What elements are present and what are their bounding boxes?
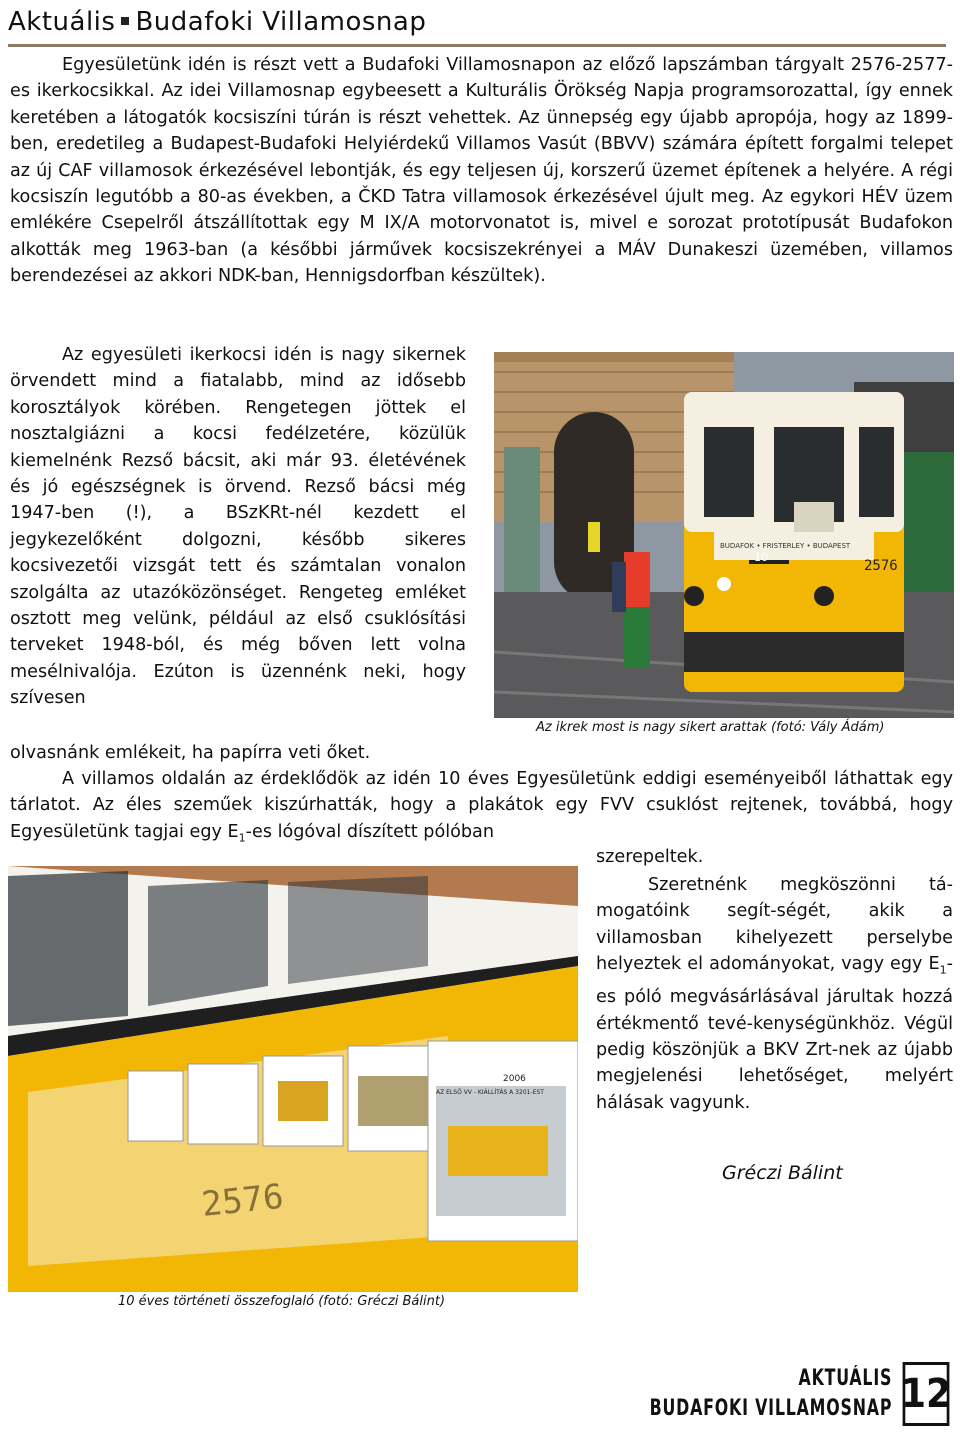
page-number: 12 xyxy=(903,1362,950,1426)
photo-twin-trams xyxy=(494,352,954,718)
destination-sign: BUDAFOK • FRISTERLEY • BUDAPEST xyxy=(720,542,851,550)
paragraph-intro: Egyesületünk idén is részt vett a Budafoki Villamosnapon az előző lapszámban tárgyalt 2576-2577-es ikerkocsikkal. Az idei Villamosnap egybeesett a Kulturális Örökség Napja programsorozattal, így ennek keretében a látogatók kocsiszíni túrán is részt vehettek. Az ünnepség egy újabb apropója, hogy az 1899-ben, eredetileg a Budapest-Budafoki Helyiérdekű Villamos Vasút (BBVV) számára épített forgalmi telepet az új CAF villamosok érkezésével lebontják, és egy teljesen új, korszerű üzemet építenek a helyére. A régi kocsiszín legutóbb a 80-as években, a ČKD Tatra villamosok érkezésével újult meg. Az egykori HÉV üzem emlékére Csepelről átszállítottak egy M IX/A motorvonatot is, mivel e sorozat prototípusát Budafokon alkották meg 1963-ban (a későbbi járművek kocsiszekrényei a MÁV Dunakeszi üzemében, villamos berendezései az akkori NDK-ban, Hennigsdorfban készültek). xyxy=(10,55,953,287)
tram-side-number: 2576 xyxy=(199,1176,286,1225)
footer-section-label xyxy=(649,1364,892,1424)
section-label: Aktuális xyxy=(8,7,116,37)
photo-caption-twin-trams: Az ikrek most is nagy sikert arattak (fotó: Vály Ádám) xyxy=(536,720,885,735)
poster-year: 2006 xyxy=(503,1074,526,1084)
photo-history-exhibition xyxy=(8,866,578,1292)
photo-twin-trams-drawing xyxy=(494,352,954,718)
page-header xyxy=(8,4,946,47)
poster-title: AZ ELSŐ VV - KIÁLLÍTÁS A 3201-EST xyxy=(436,1089,544,1096)
photo-caption-exhibition: 10 éves történeti összefoglaló (fotó: Gréczi Bálint) xyxy=(118,1294,446,1309)
paragraph-thanks xyxy=(596,872,953,1116)
footer-line-title: BUDAFOKI VILLAMOSNAP xyxy=(649,1396,892,1421)
exhibition-text: A villamos oldalán az érdeklődök az idén 10 éves Egyesületünk eddigi eseményeiből láthattak egy tárlatot. Az éles szeműek kiszúrhatták, hogy a plakátok egy FVV csuklóst rejtenek, továbbá, hogy Egyesületünk tagjai egy E xyxy=(10,769,953,842)
tram-number-label: 2576 xyxy=(864,558,898,574)
footer-line-section: AKTUÁLIS xyxy=(798,1366,892,1391)
author-signature: Gréczi Bálint xyxy=(722,1162,843,1184)
paragraph-rezso: Az egyesületi ikerkocsi idén is nagy sikernek örvendett mind a fiatalabb, mind az idősebb korosztályok körében. Rengetegen jöttek el nosztalgiázni a kocsi fedélzetére, közülük kiemelnénk Rezső bácsit, aki már 93. életévének és jó egészségnek is örvend. Rezső bácsi még 1947-ben (!), a BSzKRt-nél kezdett el jegykezelőként dolgozni, később sikeres kocsivezetői vizsgát tett és számtalan vonalon szolgálta az utazóközönséget. Rengeteg emléket osztott meg velünk, például az első csuklósítási terveket 1948-ból, és még bőven lett volna mesélnivalója. Ezúton is üzennénk neki, hogy szívesen xyxy=(10,345,466,709)
route-sign: 10 xyxy=(754,551,768,564)
logo-subscript-2: 1 xyxy=(939,963,947,977)
thanks-text: Szeretnénk megköszönni tá-mogatóink segít-ségét, akik a villamosban kihelyezett perselybe helyeztek el adományokat, vagy egy E xyxy=(596,875,953,975)
article-title: Budafoki Villamosnap xyxy=(135,7,427,37)
paragraph-exhibition-end: szerepeltek. xyxy=(596,847,704,867)
page-title xyxy=(8,4,946,40)
paragraph-exhibition xyxy=(10,766,953,852)
exhibition-text-end: -es lógóval díszített pólóban xyxy=(245,821,494,842)
thanks-text-end: -es póló megvásárlásával járultak hozzá értékmentő tevé-kenységünkhöz. Végül pedig köszönjük a BKV Zrt-nek az újabb megjelenési lehetőséget, melyért hálásak vagyunk. xyxy=(596,954,953,1113)
title-separator xyxy=(121,17,129,25)
photo-history-drawing xyxy=(8,866,578,1292)
paragraph-rezso-end: olvasnánk emlékeit, ha papírra veti őket. xyxy=(10,743,371,763)
logo-subscript: 1 xyxy=(238,831,246,845)
